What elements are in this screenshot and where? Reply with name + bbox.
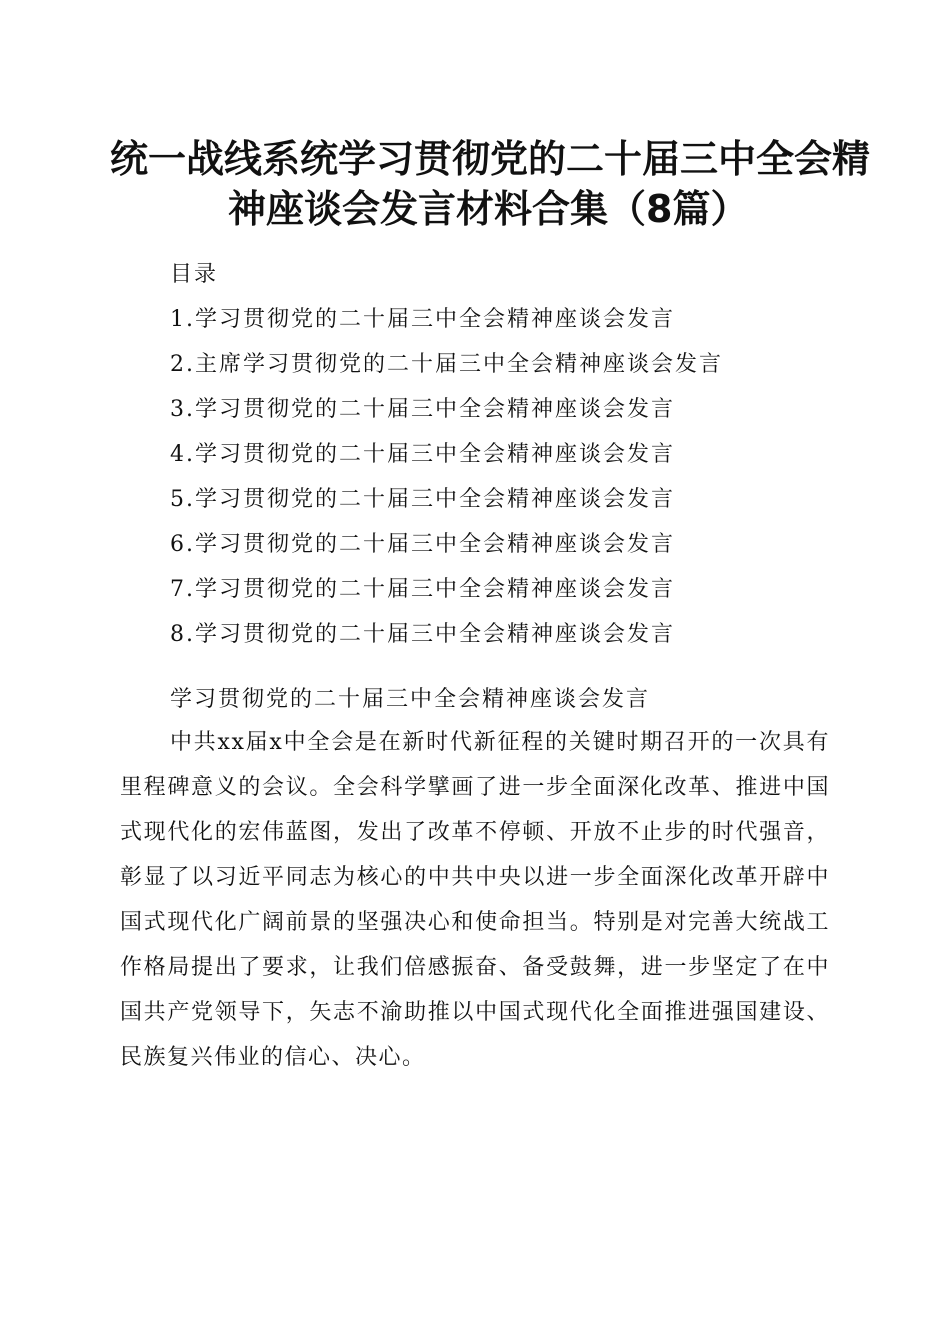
title-line-2: 神座谈会发言材料合集（8篇） bbox=[228, 187, 749, 231]
toc-item-6: 6.学习贯彻党的二十届三中全会精神座谈会发言 bbox=[170, 532, 675, 557]
section-title: 学习贯彻党的二十届三中全会精神座谈会发言 bbox=[170, 687, 651, 712]
toc-item-5: 5.学习贯彻党的二十届三中全会精神座谈会发言 bbox=[170, 487, 675, 512]
toc-item-7: 7.学习贯彻党的二十届三中全会精神座谈会发言 bbox=[170, 577, 675, 602]
document-title bbox=[110, 134, 871, 234]
title-line-1: 统一战线系统学习贯彻党的二十届三中全会精 bbox=[110, 137, 871, 181]
toc-item-1: 1.学习贯彻党的二十届三中全会精神座谈会发言 bbox=[170, 307, 675, 332]
body-paragraph: 中共xx届x中全会是在新时代新征程的关键时期召开的一次具有里程碑意义的会议。全会科学擘画了进一步全面深化改革、推进中国式现代化的宏伟蓝图，发出了改革不停顿、开放不止步的时代强音，彰显了以习近平同志为核心的中共中央以进一步全面深化改革开辟中国式现代化广阔前景的坚强决心和使命担当。特别是对完善大统战工作格局提出了要求，让我们倍感振奋、备受鼓舞，进一步坚定了在中国共产党领导下，矢志不渝助推以中国式现代化全面推进强国建设、民族复兴伟业的信心、决心。 bbox=[120, 730, 830, 1070]
toc-heading: 目录 bbox=[170, 262, 219, 287]
toc-item-4: 4.学习贯彻党的二十届三中全会精神座谈会发言 bbox=[170, 442, 675, 467]
toc-item-3: 3.学习贯彻党的二十届三中全会精神座谈会发言 bbox=[170, 397, 675, 422]
toc-item-8: 8.学习贯彻党的二十届三中全会精神座谈会发言 bbox=[170, 622, 675, 647]
toc-item-2: 2.主席学习贯彻党的二十届三中全会精神座谈会发言 bbox=[170, 352, 723, 377]
table-of-contents bbox=[170, 252, 850, 657]
